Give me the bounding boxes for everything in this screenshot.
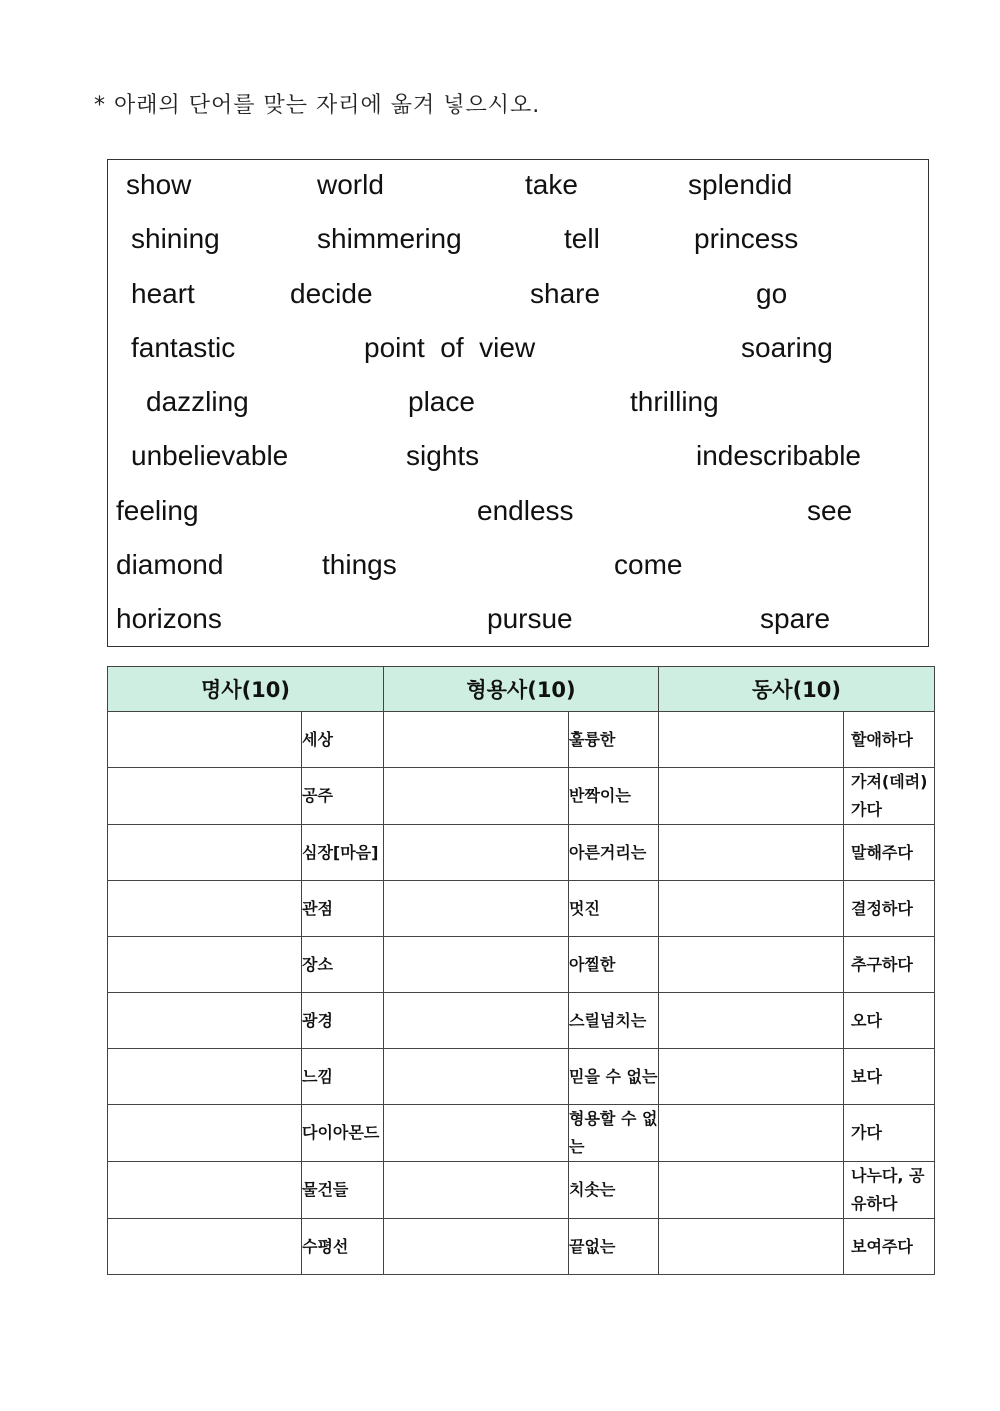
- word-chip[interactable]: horizons: [116, 603, 222, 634]
- table-row: [108, 768, 935, 825]
- verb-meaning: 보여주다: [844, 1219, 935, 1275]
- table-row: [108, 1105, 935, 1162]
- adjective-drop-slot[interactable]: [384, 768, 569, 825]
- word-chip[interactable]: shining: [131, 223, 220, 254]
- word-chip[interactable]: decide: [290, 278, 373, 309]
- adjective-meaning: 아찔한: [569, 937, 659, 993]
- verb-meaning: 나누다, 공유하다: [844, 1162, 935, 1219]
- adjective-drop-slot[interactable]: [384, 1219, 569, 1275]
- adjective-meaning: 아른거리는: [569, 825, 659, 881]
- verb-meaning: 가다: [844, 1105, 935, 1162]
- word-chip[interactable]: heart: [131, 278, 195, 309]
- word-chip[interactable]: place: [408, 386, 475, 417]
- noun-meaning: 광경: [302, 993, 384, 1049]
- verb-meaning: 오다: [844, 993, 935, 1049]
- verb-drop-slot[interactable]: [659, 993, 844, 1049]
- adjective-meaning: 형용할 수 없는: [569, 1105, 659, 1162]
- verb-drop-slot[interactable]: [659, 1219, 844, 1275]
- word-chip[interactable]: soaring: [741, 332, 833, 363]
- table-row: [108, 993, 935, 1049]
- verb-meaning: 결정하다: [844, 881, 935, 937]
- verb-drop-slot[interactable]: [659, 1162, 844, 1219]
- word-chip[interactable]: go: [756, 278, 788, 309]
- noun-drop-slot[interactable]: [108, 881, 302, 937]
- noun-meaning: 공주: [302, 768, 384, 825]
- verb-meaning: 추구하다: [844, 937, 935, 993]
- word-chip[interactable]: feeling: [116, 495, 199, 526]
- word-chip[interactable]: indescribable: [696, 440, 861, 471]
- adjective-drop-slot[interactable]: [384, 993, 569, 1049]
- verb-drop-slot[interactable]: [659, 881, 844, 937]
- word-chip[interactable]: show: [126, 169, 192, 200]
- table-row: [108, 1049, 935, 1105]
- adjective-drop-slot[interactable]: [384, 825, 569, 881]
- table-row: [108, 937, 935, 993]
- word-chip[interactable]: endless: [477, 495, 574, 526]
- word-chip[interactable]: see: [807, 495, 853, 526]
- verb-meaning: 가져(데려)가다: [844, 768, 935, 825]
- adjective-meaning: 멋진: [569, 881, 659, 937]
- verb-drop-slot[interactable]: [659, 768, 844, 825]
- adjective-drop-slot[interactable]: [384, 1162, 569, 1219]
- noun-drop-slot[interactable]: [108, 937, 302, 993]
- word-chip[interactable]: come: [614, 549, 683, 580]
- word-chip[interactable]: things: [322, 549, 397, 580]
- table-header-row: [108, 667, 935, 712]
- verb-meaning: 보다: [844, 1049, 935, 1105]
- instruction-text: * 아래의 단어를 맞는 자리에 옮겨 넣으시오.: [94, 93, 541, 118]
- noun-drop-slot[interactable]: [108, 1162, 302, 1219]
- noun-meaning: 물건들: [302, 1162, 384, 1219]
- header-verbs: 동사(10): [659, 667, 935, 712]
- word-chip[interactable]: tell: [564, 223, 600, 254]
- header-adjectives: 형용사(10): [384, 667, 659, 712]
- word-chip[interactable]: world: [317, 169, 384, 200]
- adjective-drop-slot[interactable]: [384, 937, 569, 993]
- noun-meaning: 세상: [302, 712, 384, 768]
- word-chip[interactable]: diamond: [116, 549, 224, 580]
- noun-meaning: 관점: [302, 881, 384, 937]
- verb-drop-slot[interactable]: [659, 1105, 844, 1162]
- word-chip[interactable]: fantastic: [131, 332, 236, 363]
- word-chip[interactable]: spare: [760, 603, 831, 634]
- word-bank: [107, 159, 929, 647]
- verb-drop-slot[interactable]: [659, 825, 844, 881]
- noun-meaning: 장소: [302, 937, 384, 993]
- adjective-meaning: 스릴넘치는: [569, 993, 659, 1049]
- adjective-meaning: 훌륭한: [569, 712, 659, 768]
- noun-drop-slot[interactable]: [108, 1219, 302, 1275]
- word-chip[interactable]: share: [530, 278, 601, 309]
- word-chip[interactable]: dazzling: [146, 386, 249, 417]
- verb-drop-slot[interactable]: [659, 712, 844, 768]
- table-row: [108, 1219, 935, 1275]
- adjective-drop-slot[interactable]: [384, 1105, 569, 1162]
- noun-meaning: 느낌: [302, 1049, 384, 1105]
- noun-drop-slot[interactable]: [108, 825, 302, 881]
- verb-meaning: 할애하다: [844, 712, 935, 768]
- adjective-meaning: 믿을 수 없는: [569, 1049, 659, 1105]
- table-row: [108, 1162, 935, 1219]
- word-chip[interactable]: shimmering: [317, 223, 462, 254]
- adjective-drop-slot[interactable]: [384, 712, 569, 768]
- noun-meaning: 다이아몬드: [302, 1105, 384, 1162]
- table-row: [108, 712, 935, 768]
- table-row: [108, 825, 935, 881]
- table-row: [108, 881, 935, 937]
- noun-drop-slot[interactable]: [108, 1105, 302, 1162]
- noun-drop-slot[interactable]: [108, 993, 302, 1049]
- verb-meaning: 말해주다: [844, 825, 935, 881]
- word-chip[interactable]: unbelievable: [131, 440, 289, 471]
- word-chip[interactable]: take: [525, 169, 578, 200]
- adjective-meaning: 끝없는: [569, 1219, 659, 1275]
- verb-drop-slot[interactable]: [659, 1049, 844, 1105]
- adjective-drop-slot[interactable]: [384, 1049, 569, 1105]
- word-chip[interactable]: splendid: [688, 169, 793, 200]
- noun-meaning: 수평선: [302, 1219, 384, 1275]
- word-chip[interactable]: thrilling: [630, 386, 719, 417]
- vocab-table: [107, 666, 935, 1275]
- word-chip[interactable]: sights: [406, 440, 480, 471]
- word-chip[interactable]: point of view: [364, 332, 536, 363]
- adjective-meaning: 반짝이는: [569, 768, 659, 825]
- noun-drop-slot[interactable]: [108, 768, 302, 825]
- adjective-meaning: 치솟는: [569, 1162, 659, 1219]
- noun-drop-slot[interactable]: [108, 712, 302, 768]
- noun-drop-slot[interactable]: [108, 1049, 302, 1105]
- word-chip[interactable]: princess: [694, 223, 799, 254]
- verb-drop-slot[interactable]: [659, 937, 844, 993]
- word-chip[interactable]: pursue: [487, 603, 573, 634]
- adjective-drop-slot[interactable]: [384, 881, 569, 937]
- noun-meaning: 심장[마음]: [302, 825, 384, 881]
- header-nouns: 명사(10): [108, 667, 384, 712]
